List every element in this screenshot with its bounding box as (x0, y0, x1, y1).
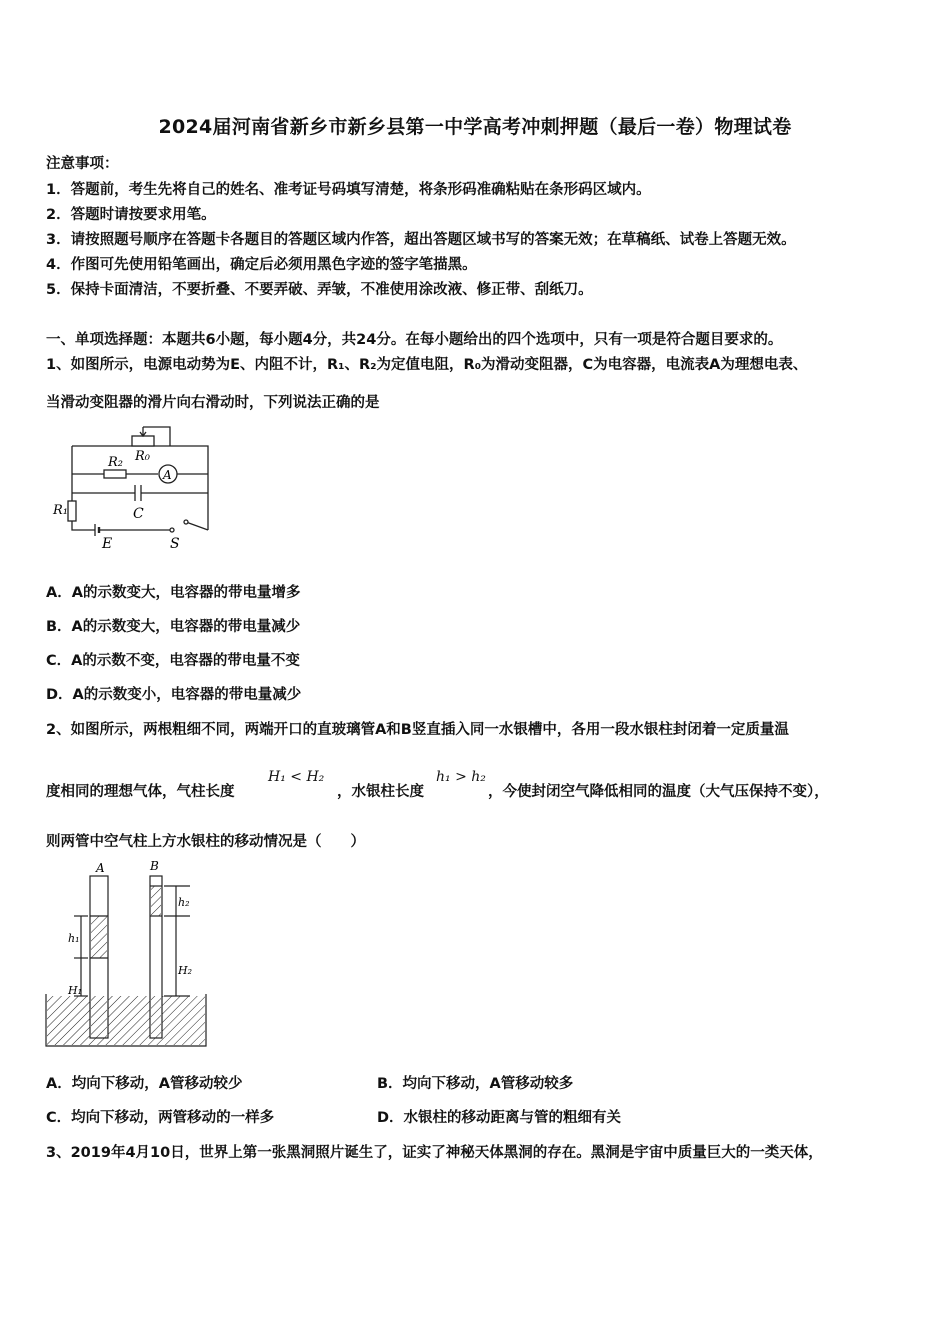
q1-circuit-figure (50, 418, 220, 553)
math-h1-lt-h2: H₁ < H₂ (268, 769, 325, 785)
q1-stem-line1: 1、如图所示，电源电动势为E、内阻不计，R₁、R₂为定值电阻，R₀为滑动变阻器，C为电容器，电流表A为理想电表、 (46, 357, 808, 373)
q1-stem-line2: 当滑动变阻器的滑片向右滑动时，下列说法正确的是 (46, 395, 380, 411)
q2-stem-line1: 2、如图所示，两根粗细不同，两端开口的直玻璃管A和B竖直插入同一水银槽中，各用一段水银柱封闭着一定质量温 (46, 722, 789, 738)
q2-stem-line3: 则两管中空气柱上方水银柱的移动情况是（ ） (46, 834, 365, 850)
notice-item: 3．请按照题号顺序在答题卡各题目的答题区域内作答，超出答题区域书写的答案无效；在草稿纸、试卷上答题无效。 (46, 232, 796, 248)
label-s: S (170, 536, 180, 552)
notice-item: 2．答题时请按要求用笔。 (46, 207, 216, 223)
label-cap-h2: H₂ (178, 964, 193, 977)
notice-item: 4．作图可先使用铅笔画出，确定后必须用黑色字迹的签字笔描黑。 (46, 257, 477, 273)
label-cap-h1: H₁ (68, 984, 83, 997)
section-heading: 一、单项选择题：本题共6小题，每小题4分，共24分。在每小题给出的四个选项中，只有一项是符合题目要求的。 (46, 332, 783, 348)
q1-option-a: A．A的示数变大，电容器的带电量增多 (46, 585, 301, 601)
q2-stem-line2a: 度相同的理想气体，气柱长度 (46, 784, 235, 800)
q3-stem-line1: 3、2019年4月10日，世界上第一张黑洞照片诞生了，证实了神秘天体黑洞的存在。黑洞是宇宙中质量巨大的一类天体， (46, 1145, 823, 1161)
q2-stem-line2b: ，水银柱长度 (337, 784, 424, 800)
label-h1: h₁ (68, 932, 80, 945)
q2-option-d: D．水银柱的移动距离与管的粗细有关 (377, 1110, 622, 1126)
q1-option-c: C．A的示数不变，电容器的带电量不变 (46, 653, 300, 669)
q2-stem-line2c: ，今使封闭空气降低相同的温度（大气压保持不变）， (488, 784, 829, 800)
label-r1: R₁ (53, 503, 68, 518)
label-r0: R₀ (135, 449, 150, 464)
tube-a-label: A (96, 861, 105, 875)
label-c: C (133, 506, 144, 522)
notice-item: 1．答题前，考生先将自己的姓名、准考证号码填写清楚，将条形码准确粘贴在条形码区域内。 (46, 182, 651, 198)
q2-option-b: B．均向下移动，A管移动较多 (377, 1076, 574, 1092)
q1-option-b: B．A的示数变大，电容器的带电量减少 (46, 619, 301, 635)
label-h2: h₂ (178, 896, 190, 909)
math-h1-gt-h2: h₁ > h₂ (436, 769, 486, 785)
notice-heading: 注意事项： (46, 156, 119, 172)
label-e: E (102, 536, 113, 552)
q1-option-d: D．A的示数变小，电容器的带电量减少 (46, 687, 302, 703)
label-r2: R₂ (108, 455, 123, 470)
q2-option-a: A．均向下移动，A管移动较少 (46, 1076, 243, 1092)
page-title: 2024届河南省新乡市新乡县第一中学高考冲刺押题（最后一卷）物理试卷 (158, 116, 792, 138)
q2-option-c: C．均向下移动，两管移动的一样多 (46, 1110, 275, 1126)
q2-tubes-figure (40, 856, 215, 1051)
notice-item: 5．保持卡面清洁，不要折叠、不要弄破、弄皱，不准使用涂改液、修正带、刮纸刀。 (46, 282, 593, 298)
ammeter-label: A (163, 468, 172, 482)
tube-b-label: B (150, 859, 159, 873)
